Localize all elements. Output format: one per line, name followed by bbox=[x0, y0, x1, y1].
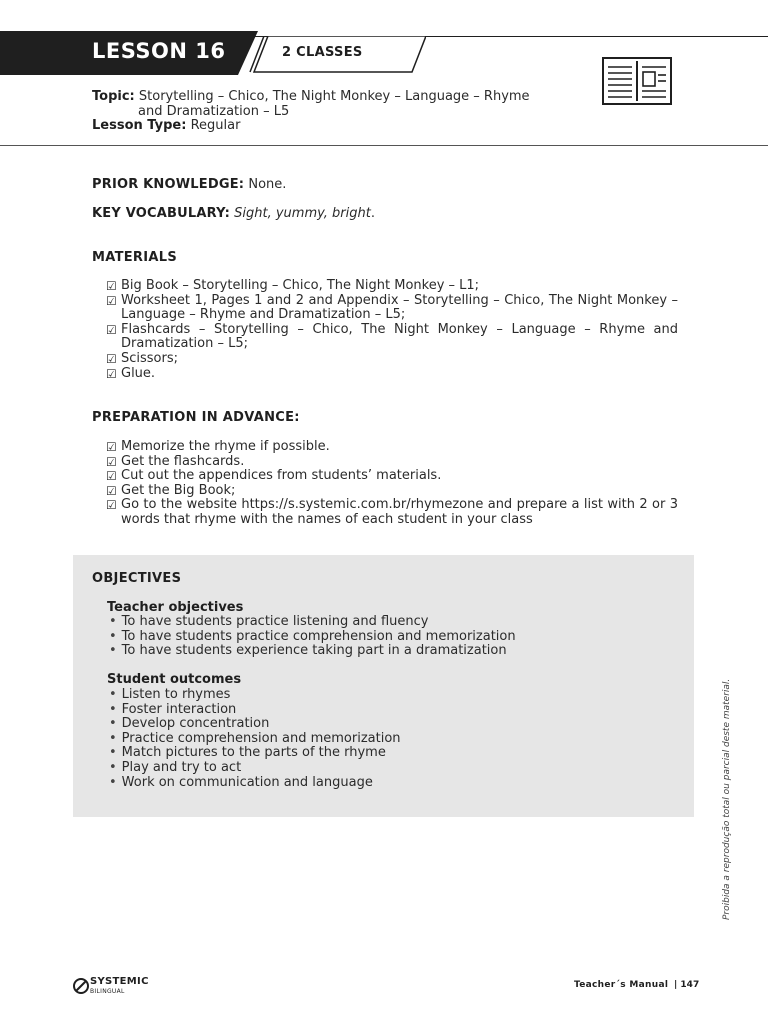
student-outcomes-list bbox=[107, 688, 667, 790]
materials-heading: MATERIALS bbox=[92, 250, 177, 265]
topic-label: Topic: bbox=[92, 89, 135, 104]
checkbox-checked-icon: ☑ bbox=[106, 279, 117, 293]
preparation-item: ☑ Memorize the rhyme if possible. bbox=[106, 439, 330, 454]
key-vocabulary-value: Sight, yummy, bright bbox=[234, 206, 371, 221]
book-icon bbox=[602, 57, 672, 105]
teacher-objectives-list bbox=[107, 615, 667, 659]
student-outcome-item: • Play and try to act bbox=[107, 761, 667, 776]
preparation-item: ☑ Cut out the appendices from students’ materials. bbox=[106, 468, 442, 484]
student-outcome-item: • Listen to rhymes bbox=[107, 688, 667, 703]
lesson-type-line bbox=[92, 119, 592, 134]
preparation-list bbox=[106, 440, 678, 528]
topic-value-continued: and Dramatization – L5 bbox=[138, 103, 290, 119]
teacher-objective-item: • To have students practice listening and fluency bbox=[107, 615, 667, 630]
lesson-type-value: Regular bbox=[190, 118, 241, 133]
topic-line bbox=[92, 90, 592, 105]
student-outcomes-heading: Student outcomes bbox=[107, 672, 242, 687]
teacher-objectives-heading: Teacher objectives bbox=[107, 600, 244, 615]
lesson-type-label: Lesson Type: bbox=[92, 118, 187, 133]
materials-item: ☑ Big Book – Storytelling – Chico, The Night Monkey – L1; bbox=[106, 278, 480, 293]
materials-item: ☑ Worksheet 1, Pages 1 and 2 and Appendix – Storytelling – Chico, The Night Monkey – Language – Rhyme and Dramatization – L5; bbox=[106, 292, 678, 323]
lesson-title: LESSON 16 bbox=[92, 39, 226, 63]
materials-item: ☑ Glue. bbox=[106, 365, 156, 381]
checkbox-checked-icon: ☑ bbox=[106, 293, 117, 308]
header-divider bbox=[0, 145, 768, 146]
prior-knowledge-label: PRIOR KNOWLEDGE: bbox=[92, 177, 245, 192]
student-outcome-item: • Foster interaction bbox=[107, 703, 667, 718]
prior-knowledge-value: None. bbox=[248, 177, 287, 192]
materials-item: ☑ Scissors; bbox=[106, 350, 179, 366]
classes-label: 2 CLASSES bbox=[282, 45, 363, 60]
objectives-heading: OBJECTIVES bbox=[92, 571, 182, 586]
checkbox-checked-icon: ☑ bbox=[106, 351, 117, 366]
preparation-item: ☑ Go to the website https://s.systemic.com.br/rhymezone and prepare a list with 2 or 3 words that rhyme with the names of each student in your class bbox=[106, 497, 678, 527]
materials-item: ☑ Flashcards – Storytelling – Chico, The Night Monkey – Language – Rhyme and Dramatization – L5; bbox=[106, 321, 678, 352]
student-outcome-item: • Match pictures to the parts of the rhyme bbox=[107, 746, 667, 761]
key-vocabulary-label: KEY VOCABULARY: bbox=[92, 206, 230, 221]
copyright-notice: Proibida a reprodução total ou parcial deste material. bbox=[722, 678, 732, 920]
prior-knowledge bbox=[92, 177, 286, 192]
logo-name: SYSTEMIC bbox=[90, 976, 149, 987]
key-vocabulary bbox=[92, 206, 375, 221]
checkbox-checked-icon: ☑ bbox=[106, 366, 117, 381]
preparation-heading: PREPARATION IN ADVANCE: bbox=[92, 410, 300, 425]
topic-block bbox=[92, 90, 592, 134]
footer-manual-label: Teacher´s Manual bbox=[574, 980, 669, 990]
student-outcome-item: • Work on communication and language bbox=[107, 776, 667, 791]
checkbox-checked-icon: ☑ bbox=[106, 322, 117, 337]
logo-subtitle: BILINGUAL bbox=[90, 988, 125, 995]
checkbox-checked-icon: ☑ bbox=[106, 483, 117, 498]
student-outcome-item: • Develop concentration bbox=[107, 717, 667, 732]
checkbox-checked-icon: ☑ bbox=[106, 454, 117, 469]
topic-value: Storytelling – Chico, The Night Monkey – Language – Rhyme bbox=[138, 89, 530, 104]
page-number: | 147 bbox=[674, 980, 700, 990]
key-vocabulary-end: . bbox=[370, 206, 375, 221]
materials-list bbox=[106, 279, 678, 381]
preparation-item: ☑ Get the Big Book; bbox=[106, 482, 236, 498]
systemic-logo-icon bbox=[73, 978, 89, 994]
checkbox-checked-icon: ☑ bbox=[106, 498, 117, 513]
teacher-objective-item: • To have students practice comprehension and memorization bbox=[107, 630, 667, 645]
student-outcome-item: • Practice comprehension and memorization bbox=[107, 732, 667, 747]
checkbox-checked-icon: ☑ bbox=[106, 440, 117, 454]
preparation-item: ☑ Get the flashcards. bbox=[106, 453, 245, 469]
teacher-objective-item: • To have students experience taking part in a dramatization bbox=[107, 644, 667, 659]
checkbox-checked-icon: ☑ bbox=[106, 469, 117, 484]
